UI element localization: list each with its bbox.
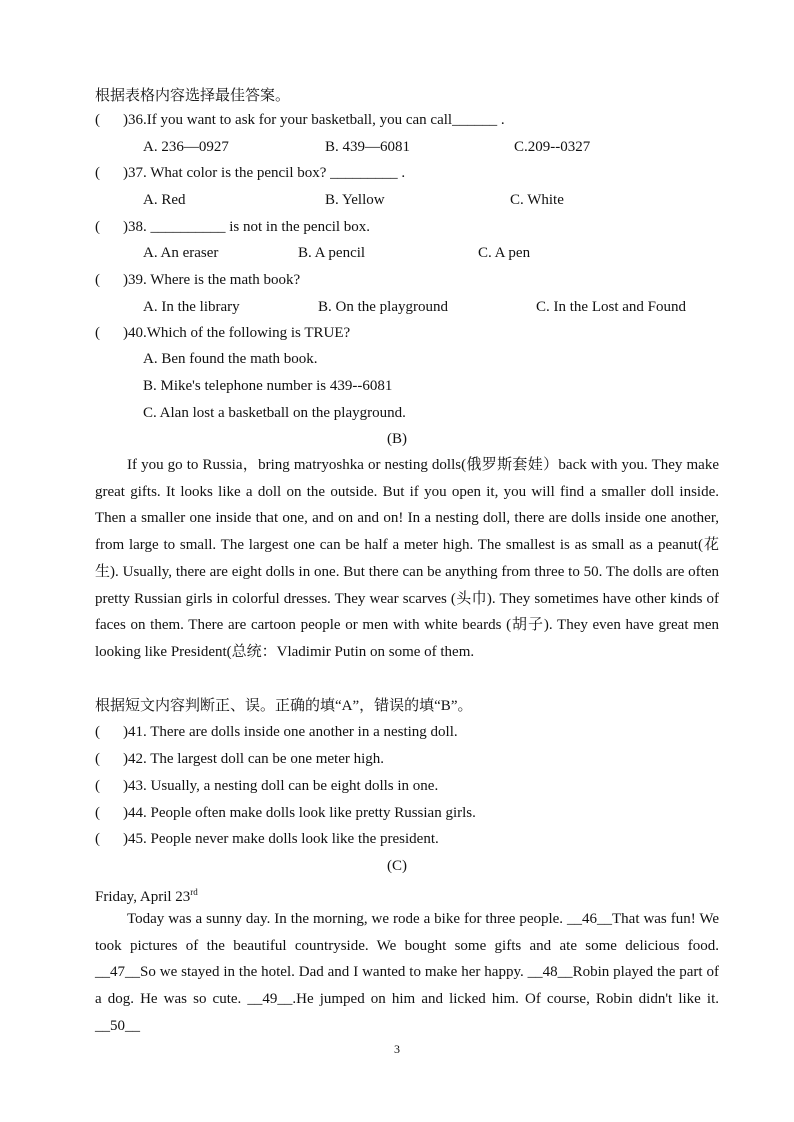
answer-paren: (	[95, 831, 100, 847]
diary-date	[95, 882, 198, 907]
answer-paren: (	[95, 805, 100, 821]
section-a-instruction: 根据表格内容选择最佳答案。	[95, 88, 291, 104]
answer-paren: (	[95, 325, 100, 341]
option-b: B. On the playground	[318, 299, 448, 315]
question-text: )37. What color is the pencil box? _________ .	[123, 165, 406, 181]
answer-paren: (	[95, 778, 100, 794]
question-text: )39. Where is the math book?	[123, 272, 301, 288]
section-b-passage: If you go to Russia，bring matryoshka or nesting dolls(俄罗斯套娃）back with you. They make great gifts. It looks like a doll on the outside. But if you open it, you will find a smaller doll inside. Then a smaller one inside that one, and on and on! In a nesting doll, there are dolls inside one another, from large to small. The largest one can be half a meter high. The smallest is as small as a peanut(花生). Usually, there are eight dolls in one. But there can be anything from three to 50. The dolls are often pretty Russian girls in colorful dresses. They wear scarves (头巾). They sometimes have other kinds of faces on them. There are cartoon people or men with white beards (胡子). They even have great men looking like President(总统：Vladimir Putin on some of them.	[95, 457, 719, 660]
answer-paren: (	[95, 219, 100, 235]
option-c: C. Alan lost a basketball on the playground.	[143, 405, 406, 421]
question-text: )44. People often make dolls look like pretty Russian girls.	[123, 805, 476, 821]
option-a: A. 236—0927	[143, 139, 229, 155]
question-text: )41. There are dolls inside one another in a nesting doll.	[123, 724, 458, 740]
section-b-label: (B)	[387, 431, 407, 447]
option-c: C. A pen	[478, 245, 531, 261]
section-c-passage: Today was a sunny day. In the morning, we rode a bike for three people. __46__That was fun! We took pictures of the beautiful countryside. We bought some gifts and ate some delicious food. __47__So we stayed in the hotel. Dad and I wanted to make her happy. __48__Robin played the part of a dog. He was so cute. __49__.He jumped on him and licked him. Of course, Robin didn't like it. __50__	[95, 911, 719, 1034]
answer-paren: (	[95, 724, 100, 740]
option-b: B. A pencil	[298, 245, 366, 261]
answer-paren: (	[95, 165, 100, 181]
diary-date-suffix: rd	[190, 887, 198, 897]
option-b: B. Mike's telephone number is 439--6081	[143, 378, 393, 394]
option-c: C. White	[510, 192, 564, 208]
question-text: )36.If you want to ask for your basketball, you can call______ .	[123, 112, 505, 128]
option-a: A. An eraser	[143, 245, 219, 261]
section-c-label: (C)	[387, 858, 407, 874]
option-b: B. 439—6081	[325, 139, 411, 155]
diary-date-text: Friday, April 23	[95, 889, 191, 905]
question-text: )43. Usually, a nesting doll can be eight dolls in one.	[123, 778, 439, 794]
option-a: A. Ben found the math book.	[143, 351, 318, 367]
option-a: A. Red	[143, 192, 186, 208]
answer-paren: (	[95, 272, 100, 288]
option-a: A. In the library	[143, 299, 240, 315]
answer-paren: (	[95, 751, 100, 767]
section-b-instruction: 根据短文内容判断正、误。正确的填“A”，错误的填“B”。	[95, 698, 473, 714]
option-b: B. Yellow	[325, 192, 385, 208]
question-text: )45. People never make dolls look like the president.	[123, 831, 439, 847]
answer-paren: (	[95, 112, 100, 128]
option-c: C. In the Lost and Found	[536, 299, 686, 315]
option-c: C.209--0327	[514, 139, 591, 155]
question-text: )38. __________ is not in the pencil box.	[123, 219, 371, 235]
question-text: )40.Which of the following is TRUE?	[123, 325, 351, 341]
page-number: 3	[394, 1042, 400, 1056]
question-text: )42. The largest doll can be one meter high.	[123, 751, 385, 767]
